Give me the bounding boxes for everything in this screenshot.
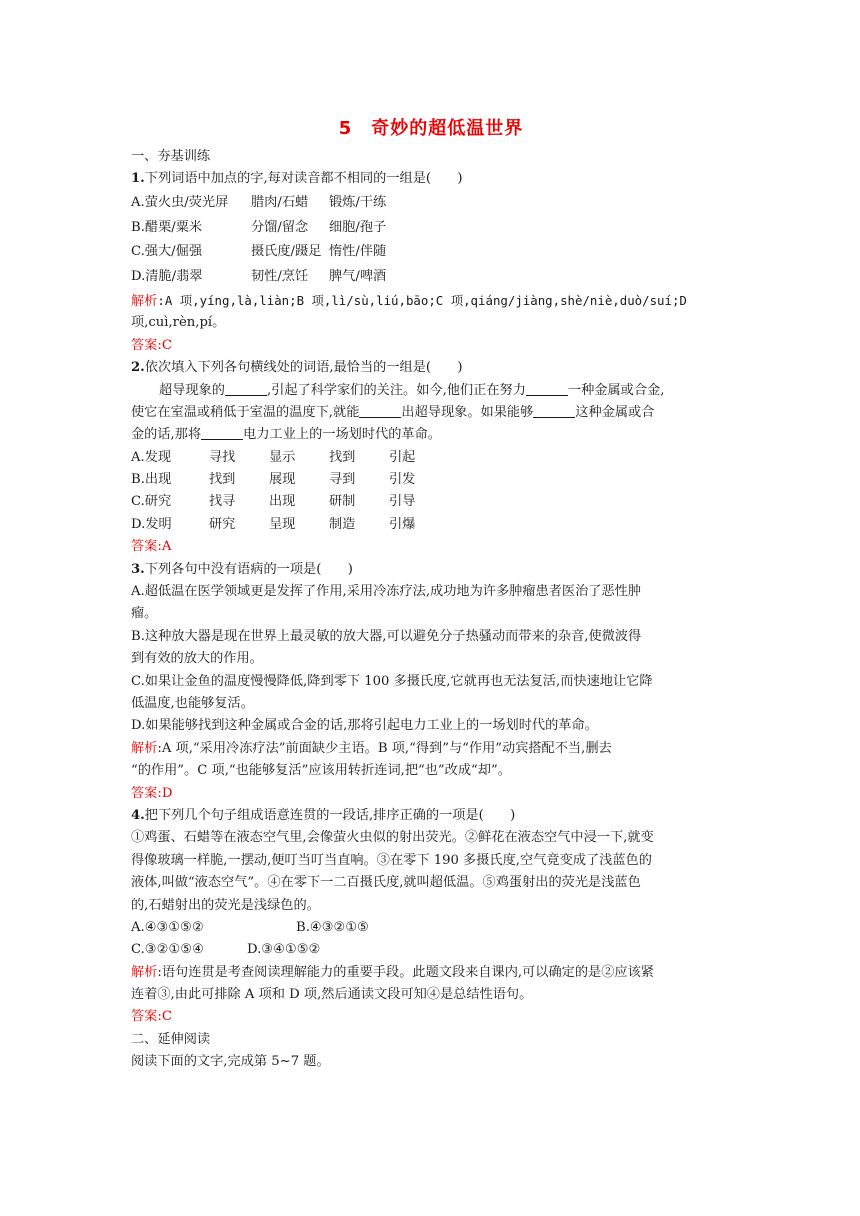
option-word: 呈现 [269,516,296,532]
option-word: 出现 [269,494,296,510]
analysis-label: 解析 [131,293,158,309]
passage-text: 这种金属或合 [575,404,655,420]
option-word: 找到 [329,449,356,465]
option-line: 瘤。 [131,606,158,622]
option-word: 引爆 [389,516,416,532]
option-row [131,216,731,241]
option-word: C.强大/倔强 [131,244,203,260]
analysis-continued: 项,cuì,rèn,pí。 [131,315,226,331]
option-word: 寻到 [329,472,356,488]
passage-text: 出超导现象。如果能够 [401,404,534,420]
option-word: 引发 [389,472,416,488]
analysis-text: :A 项,yíng,là,liàn;B 项,lì/sù,liú,bāo;C 项,qiáng/jiàng,shè/niè,duò/suí;D [157,292,687,308]
analysis [131,962,731,984]
answer: 答案:C [131,337,172,353]
option-word: 找到 [209,472,236,488]
option-line: 低温度,也能够复活。 [131,696,254,711]
question-text: 下列词语中加点的字,每对读音都不相同的一组是( ) [144,171,463,187]
option-word: 韧性/烹饪 [251,269,309,285]
analysis-label: 解析 [131,964,158,980]
passage-text: 一种金属或合金, [567,382,665,398]
analysis-text: :A 项,“采用冷冻疗法”前面缺少主语。B 项,“得到”与“作用”动宾搭配不当,删去 [157,740,612,756]
option-word: 研究 [209,516,236,532]
passage-line [131,380,731,402]
question-text: 把下列几个句子组成语意连贯的一段话,排序正确的一项是( ) [144,807,516,823]
option-word: B.出现 [131,472,172,488]
option-word: D.清脆/翡翠 [131,269,203,285]
section-heading: 二、延伸阅读 [131,1031,211,1047]
option-word: 制造 [329,516,356,532]
analysis [131,738,731,760]
document-page [131,112,731,1074]
fill-blank [225,381,267,396]
analysis-continued: “的作用”。C 项,“也能够复活”应该用转折连词,把“也”改成“却”。 [131,763,511,779]
passage-line [131,424,731,446]
analysis [131,290,731,312]
option-row [131,917,731,939]
option-word: 找寻 [209,494,236,510]
option-line: A.超低温在医学领域更是发挥了作用,采用冷冻疗法,成功地为许多肿瘤患者医治了恶性肿 [131,584,642,600]
question-number: 4. [131,807,145,823]
passage-text: 金的话,那将 [131,427,202,443]
passage-line [131,402,731,424]
fill-blank [201,425,243,440]
option-word: 惰性/伴随 [329,244,387,260]
question-stem [131,168,731,190]
option-line: D.如果能够找到这种金属或合金的话,那将引起电力工业上的一场划时代的革命。 [131,718,598,734]
option-word: 引导 [389,494,416,510]
option-word: 细胞/孢子 [329,219,387,235]
page-title: 5 奇妙的超低温世界 [338,118,524,139]
option-row [131,491,731,513]
option-word: 寻找 [209,449,236,465]
option-row [131,265,731,290]
answer: 答案:D [131,785,173,801]
fill-blank [533,403,575,418]
option-row [131,939,731,961]
analysis-continued: 连着③,由此可排除 A 项和 D 项,然后通读文段可知④是总结性语句。 [131,987,533,1003]
option-a: A.④③①⑤② [131,919,204,935]
fill-blank [359,403,401,418]
option-word: 展现 [269,472,296,488]
option-word: 腊肉/石蜡 [251,194,309,210]
option-d: D.③④①⑤② [247,942,321,958]
answer: 答案:A [131,539,172,555]
option-word: B.醋栗/粟米 [131,219,203,235]
option-word: A.发现 [131,449,172,465]
passage-text: 电力工业上的一场划时代的革命。 [243,427,441,443]
passage-text: 超导现象的 [159,382,225,398]
option-row [131,240,731,265]
question-text: 依次填入下列各句横线处的词语,最恰当的一组是( ) [144,360,463,376]
option-word: 脾气/啤酒 [329,269,387,285]
passage-line: ①鸡蛋、石蜡等在液态空气里,会像萤火虫似的射出荧光。②鲜花在液态空气中浸一下,就变 [131,830,654,846]
option-list [131,447,731,537]
passage-line: 液体,叫做“液态空气”。④在零下一二百摄氏度,就叫超低温。⑤鸡蛋射出的荧光是浅蓝色 [131,875,641,891]
option-word: 显示 [269,449,296,465]
analysis-label: 解析 [131,740,158,756]
question-text: 下列各句中没有语病的一项是( ) [144,561,353,577]
question-stem [131,559,731,581]
passage-line: 得像玻璃一样脆,一摆动,便叮当叮当直响。③在零下 190 多摄氏度,空气竟变成了浅蓝色的 [131,852,652,868]
reading-instructions: 阅读下面的文字,完成第 5~7 题。 [131,1054,330,1070]
option-c: C.③②①⑤④ [131,942,204,958]
option-row [131,191,731,216]
option-word: C.研究 [131,494,172,510]
option-list [131,191,731,290]
option-word: 分馏/留念 [251,219,309,235]
option-word: A.萤火虫/荧光屏 [131,194,229,210]
option-word: 摄氏度/蹑足 [251,244,322,260]
analysis-text: :语句连贯是考查阅读理解能力的重要手段。此题文段来自课内,可以确定的是②应该紧 [157,964,654,980]
section-heading: 一、夯基训练 [131,149,211,164]
question-number: 3. [131,561,145,577]
answer: 答案:C [131,1009,172,1025]
question-stem [131,805,731,827]
question-number: 2. [131,360,145,376]
passage-text: ,引起了科学家们的关注。如今,他们正在努力 [266,382,526,398]
option-row [131,514,731,536]
passage-line: 的,石蜡射出的荧光是浅绿色的。 [131,897,320,913]
option-word: 研制 [329,494,356,510]
option-b: B.④③②①⑤ [296,919,369,935]
option-line: B.这种放大器是现在世界上最灵敏的放大器,可以避免分子热骚动而带来的杂音,使微波得 [131,628,642,644]
option-line: 到有效的放大的作用。 [131,651,263,667]
option-word: D.发明 [131,516,172,532]
option-word: 锻炼/干练 [329,194,387,210]
option-word: 引起 [389,449,416,465]
option-row [131,469,731,491]
question-number: 1. [131,171,145,187]
option-line: C.如果让金鱼的温度慢慢降低,降到零下 100 多摄氏度,它就再也无法复活,而快速地让它降 [131,673,653,689]
passage-text: 使它在室温或稍低于室温的温度下,就能 [131,404,360,420]
option-row [131,447,731,469]
question-stem [131,357,731,379]
fill-blank [526,381,568,396]
